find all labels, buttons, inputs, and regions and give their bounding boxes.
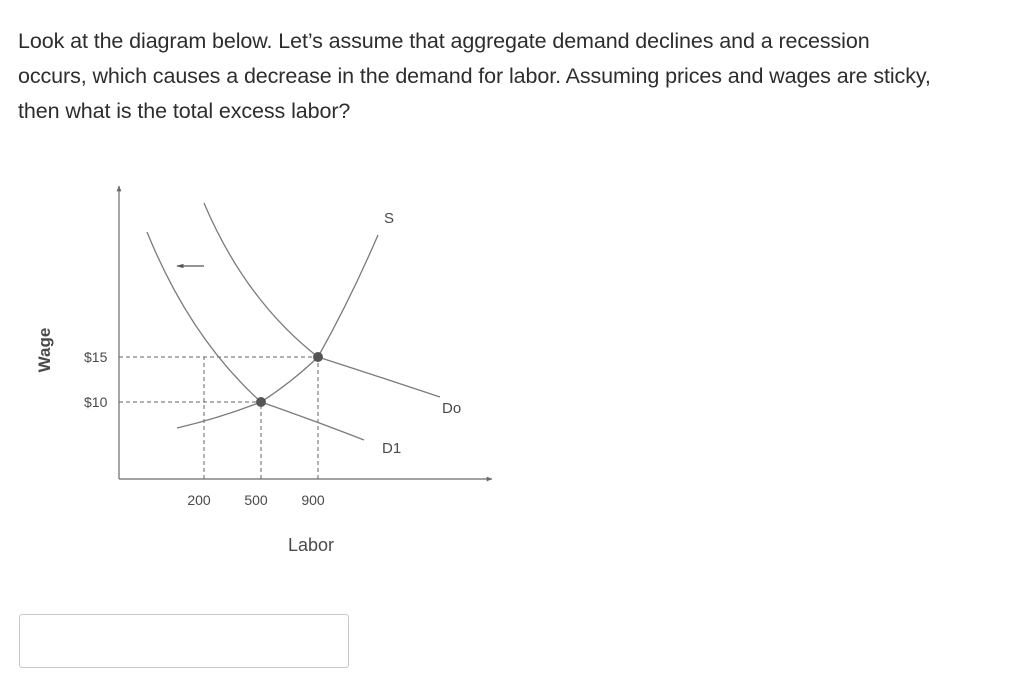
series-label-1: S bbox=[384, 210, 395, 227]
question-text bbox=[18, 24, 1013, 129]
equilibrium-point-1 bbox=[313, 352, 323, 362]
y-axis-title: Wage bbox=[35, 327, 54, 373]
answer-input[interactable] bbox=[19, 614, 349, 668]
supply-curve-s bbox=[177, 235, 378, 428]
question-line-2: occurs, which causes a decrease in the demand for labor. Assuming prices and wages are sticky, bbox=[18, 64, 931, 88]
y-tick-label: $15 bbox=[84, 349, 108, 365]
question-line-3: then what is the total excess labor? bbox=[18, 99, 351, 123]
equilibrium-point-2 bbox=[256, 397, 266, 407]
demand-curve-d1 bbox=[147, 232, 364, 440]
series-label-2: Do bbox=[442, 400, 462, 417]
x-axis-title: Labor bbox=[287, 535, 335, 555]
y-tick-label: $10 bbox=[84, 394, 108, 410]
series-label-3: D1 bbox=[382, 440, 402, 457]
demand-curve-d0 bbox=[204, 203, 440, 397]
x-tick-label: 900 bbox=[301, 492, 325, 508]
x-tick-label: 500 bbox=[244, 492, 268, 508]
question-line-1: Look at the diagram below. Let’s assume that aggregate demand declines and a recession bbox=[18, 29, 870, 53]
x-tick-label: 200 bbox=[187, 492, 211, 508]
